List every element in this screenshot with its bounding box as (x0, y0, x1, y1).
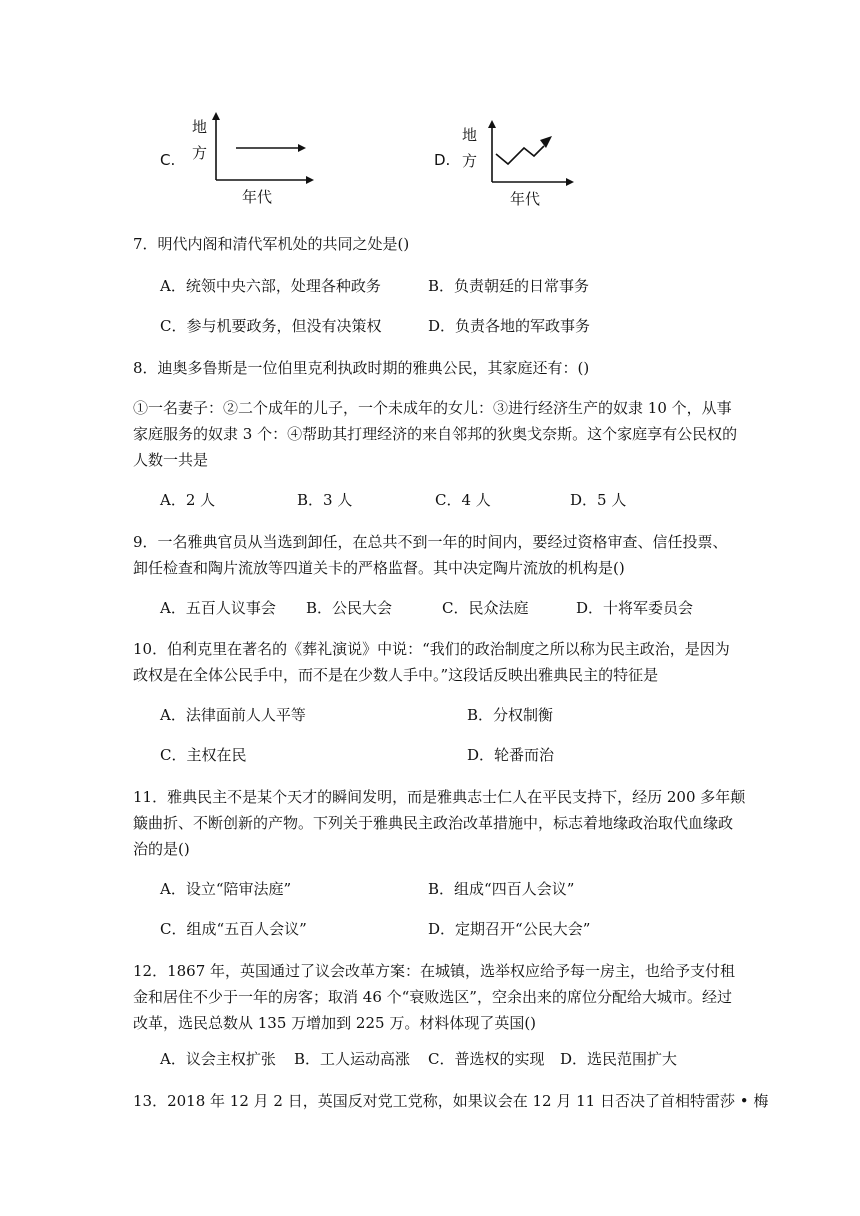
q8-stem: 8．迪奥多鲁斯是一位伯里克利执政时期的雅典公民，其家庭还有：() (133, 359, 590, 377)
q11-stem-line-1: 11．雅典民主不是某个天才的瞬间发明，而是雅典志士仁人在平民支持下，经历 200 多年颠 (133, 788, 746, 806)
q7-option-a: A．统领中央六部，处理各种政务 (160, 277, 381, 295)
q11-stem-line-2: 簸曲折、不断创新的产物。下列关于雅典民主政治改革措施中，标志着地缘政治取代血缘政 (133, 814, 734, 832)
option-d-letter: D. (434, 151, 451, 169)
q9-option-d: D．十将军委员会 (576, 599, 694, 617)
q8-option-d: D．5 人 (570, 491, 627, 509)
chart-c-xlabel: 年代 (242, 188, 273, 206)
chart-d-xlabel: 年代 (510, 190, 541, 208)
q8-option-a: A．2 人 (160, 491, 216, 509)
q10-option-d: D．轮番而治 (467, 746, 555, 764)
chart-c-flat-line (180, 108, 320, 212)
q9-stem-line-1: 9．一名雅典官员从当选到卸任，在总共不到一年的时间内，要经过资格审查、信任投票、 (133, 533, 728, 551)
chart-c-ylabel-1: 地 (192, 118, 208, 136)
q8-option-b: B．3 人 (297, 491, 353, 509)
q11-option-c: C．组成“五百人会议” (160, 920, 307, 938)
chart-c-ylabel-2: 方 (192, 144, 208, 162)
q9-option-c: C．民众法庭 (442, 599, 529, 617)
q13-stem-line-1: 13．2018 年 12 月 2 日，英国反对党工党称，如果议会在 12 月 11 日否决了首相特雷莎 • 梅 (133, 1092, 769, 1110)
q9-stem-line-2: 卸任检查和陶片流放等四道关卡的严格监督。其中决定陶片流放的机构是() (133, 559, 625, 577)
q12-option-a: A．议会主权扩张 (160, 1050, 276, 1068)
q10-option-a: A．法律面前人人平等 (160, 706, 306, 724)
q12-stem-line-1: 12．1867 年，英国通过了议会改革方案：在城镇，选举权应给予每一房主，也给予支付租 (133, 962, 736, 980)
q7-option-c: C．参与机要政务，但没有决策权 (160, 317, 382, 335)
q9-option-b: B．公民大会 (306, 599, 393, 617)
q11-option-b: B．组成“四百人会议” (428, 880, 575, 898)
q10-option-c: C．主权在民 (160, 746, 247, 764)
q8-material-line-1: ①一名妻子：②二个成年的儿子，一个未成年的女儿：③进行经济生产的奴隶 10 个，从事 (133, 399, 732, 417)
chart-d-ylabel-2: 方 (462, 152, 478, 170)
q8-material-line-3: 人数一共是 (133, 451, 209, 469)
q8-option-c: C．4 人 (435, 491, 491, 509)
q12-option-d: D．选民范围扩大 (560, 1050, 678, 1068)
q12-option-b: B．工人运动高涨 (294, 1050, 411, 1068)
q10-option-b: B．分权制衡 (467, 706, 554, 724)
option-c-letter: C. (160, 151, 176, 169)
q11-option-a: A．设立“陪审法庭” (160, 880, 292, 898)
q12-stem-line-2: 金和居住不少于一年的房客；取消 46 个“衰败选区”，空余出来的席位分配给大城市。经过 (133, 988, 732, 1006)
q12-stem-line-3: 改革，选民总数从 135 万增加到 225 万。材料体现了英国() (133, 1014, 537, 1032)
q11-stem-line-3: 治的是() (133, 840, 190, 858)
q8-material-line-2: 家庭服务的奴隶 3 个：④帮助其打理经济的来自邻邦的狄奥戈奈斯。这个家庭享有公民权的 (133, 425, 738, 443)
q10-stem-line-1: 10．伯利克里在著名的《葬礼演说》中说：“我们的政治制度之所以称为民主政治，是因为 (133, 640, 730, 658)
q9-option-a: A．五百人议事会 (160, 599, 276, 617)
q12-option-c: C．普选权的实现 (428, 1050, 545, 1068)
q11-option-d: D．定期召开“公民大会” (428, 920, 591, 938)
chart-d-rising-zigzag (452, 118, 582, 214)
q7-option-b: B．负责朝廷的日常事务 (428, 277, 590, 295)
q10-stem-line-2: 政权是在全体公民手中，而不是在少数人手中。”这段话反映出雅典民主的特征是 (133, 666, 659, 684)
q7-option-d: D．负责各地的军政事务 (428, 317, 591, 335)
q7-stem: 7．明代内阁和清代军机处的共同之处是() (133, 235, 410, 253)
chart-d-ylabel-1: 地 (462, 126, 478, 144)
